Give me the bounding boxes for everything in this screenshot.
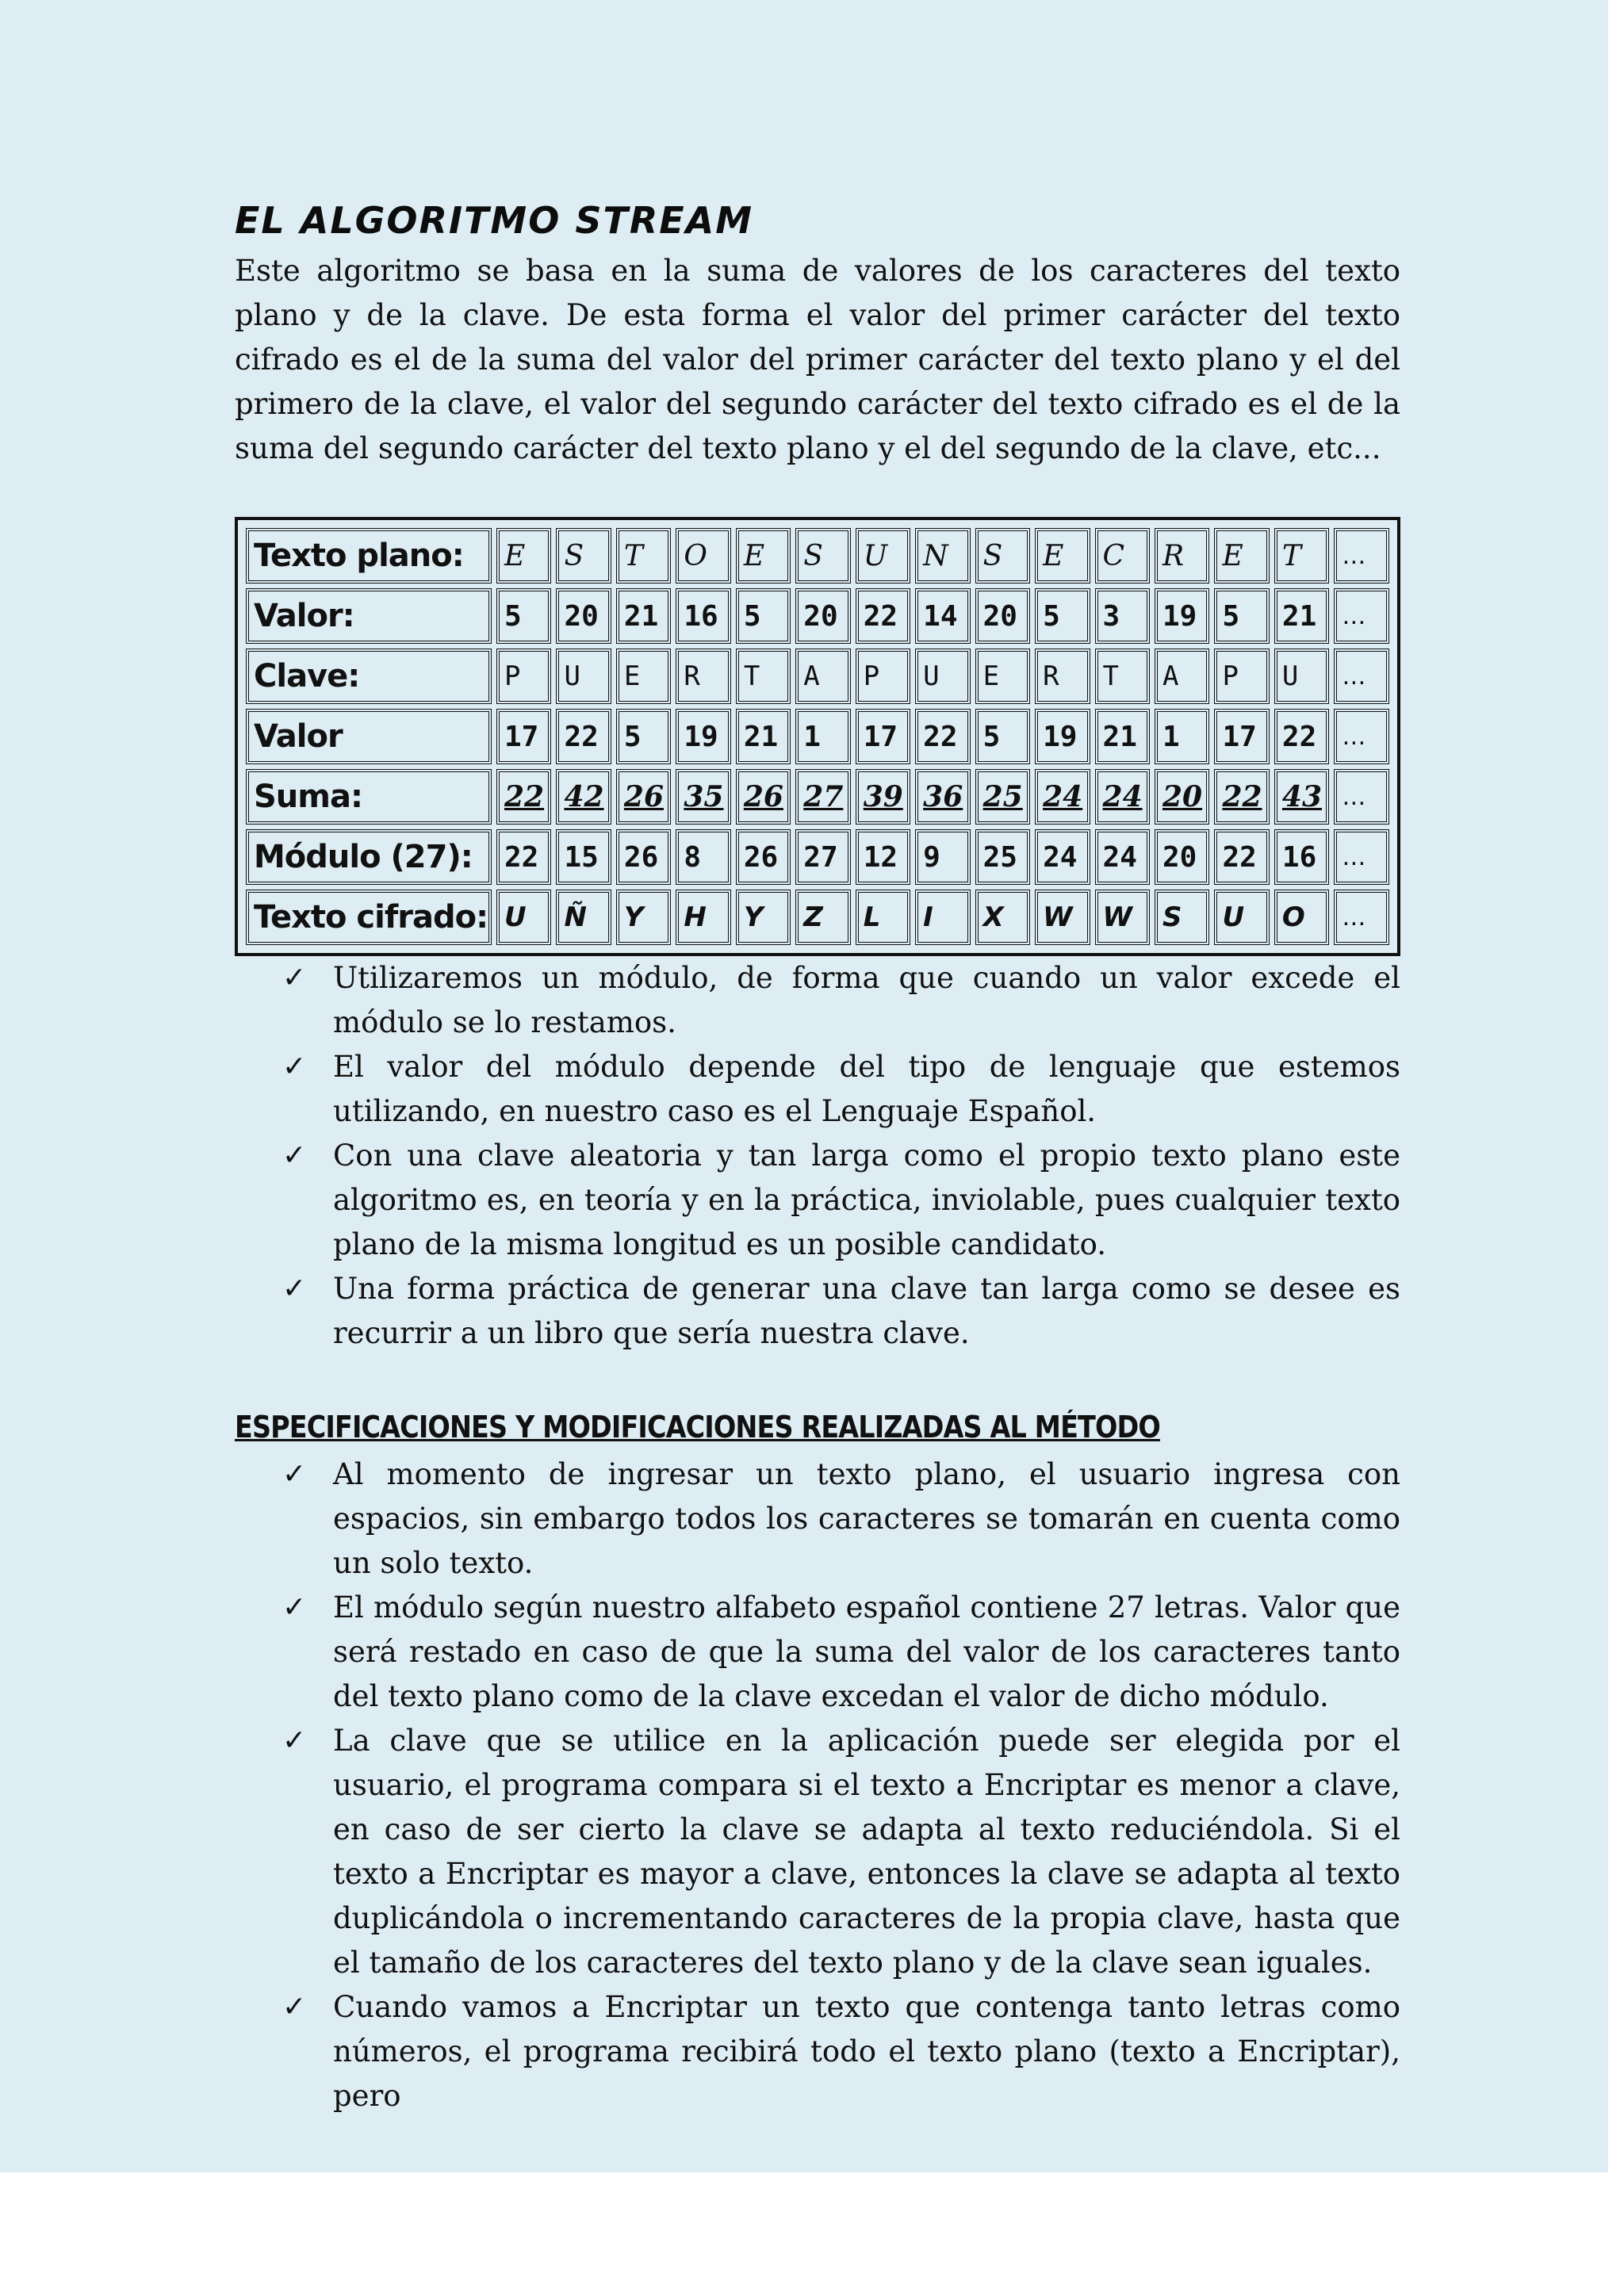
table-cell: 36 <box>915 769 970 825</box>
table-cell: 26 <box>616 829 671 885</box>
table-cell: W <box>1095 890 1150 945</box>
table-cell: 35 <box>676 769 730 825</box>
table-cell: 5 <box>736 588 791 644</box>
table-cell: 22 <box>496 829 551 885</box>
checkmark-icon: ✓ <box>282 1591 307 1624</box>
table-cell: 22 <box>1274 709 1329 764</box>
table-cell: … <box>1334 588 1389 644</box>
table-cell: E <box>1035 528 1090 584</box>
table-row <box>246 528 1389 584</box>
table-cell: U <box>915 649 970 704</box>
table-cell: 20 <box>795 588 850 644</box>
list-item-text: Una forma práctica de generar una clave tan larga como se desee es recurrir a un libro que sería nuestra clave. <box>333 1272 1400 1350</box>
table-cell: P <box>856 649 910 704</box>
table-cell: U <box>1274 649 1329 704</box>
table-cell: 17 <box>1214 709 1269 764</box>
list-item <box>282 1267 1400 1356</box>
table-cell: C <box>1095 528 1150 584</box>
table-cell: 22 <box>496 769 551 825</box>
table-cell: 1 <box>1155 709 1209 764</box>
table-row <box>246 829 1389 885</box>
table-cell: Z <box>795 890 850 945</box>
table-cell: E <box>616 649 671 704</box>
table-cell: 21 <box>736 709 791 764</box>
table-cell: … <box>1334 649 1389 704</box>
list-item-text: El módulo según nuestro alfabeto español contiene 27 letras. Valor que será restado en caso de que la suma del valor de los caracteres tanto del texto plano como de la clave excedan el valor de dicho módulo. <box>333 1590 1400 1713</box>
table-cell: A <box>795 649 850 704</box>
table-cell: 17 <box>856 709 910 764</box>
list-item <box>282 1985 1400 2118</box>
table-cell: H <box>676 890 730 945</box>
table-cell: 20 <box>975 588 1030 644</box>
table-cell: A <box>1155 649 1209 704</box>
checkmark-icon: ✓ <box>282 1050 307 1083</box>
table-row <box>246 709 1389 764</box>
specifications-list <box>235 1452 1400 2118</box>
list-item <box>282 1452 1400 1586</box>
row-label: Texto cifrado: <box>246 890 492 945</box>
table-cell: 27 <box>795 769 850 825</box>
table-cell: L <box>856 890 910 945</box>
table-cell: 20 <box>1155 829 1209 885</box>
document-content <box>235 198 1400 2118</box>
table-cell: … <box>1334 769 1389 825</box>
table-cell: 5 <box>975 709 1030 764</box>
table-cell: 43 <box>1274 769 1329 825</box>
table-cell: E <box>1214 528 1269 584</box>
table-cell: R <box>1035 649 1090 704</box>
table-cell: 24 <box>1035 829 1090 885</box>
notes-list <box>235 956 1400 1356</box>
table-cell: E <box>496 528 551 584</box>
table-cell: O <box>676 528 730 584</box>
table-cell: T <box>736 649 791 704</box>
checkmark-icon: ✓ <box>282 1458 307 1490</box>
table-cell: 20 <box>1155 769 1209 825</box>
table-cell: 20 <box>556 588 611 644</box>
list-item <box>282 1045 1400 1134</box>
table-cell: 16 <box>1274 829 1329 885</box>
table-cell: … <box>1334 528 1389 584</box>
table-cell: 24 <box>1095 829 1150 885</box>
table-cell: 5 <box>616 709 671 764</box>
table-cell: S <box>1155 890 1209 945</box>
table-cell: 5 <box>496 588 551 644</box>
table-row <box>246 890 1389 945</box>
table-cell: S <box>975 528 1030 584</box>
table-cell: 27 <box>795 829 850 885</box>
table-cell: 8 <box>676 829 730 885</box>
table-cell: 22 <box>1214 829 1269 885</box>
table-cell: 1 <box>795 709 850 764</box>
table-cell: S <box>556 528 611 584</box>
list-item-text: Utilizaremos un módulo, de forma que cuando un valor excede el módulo se lo restamos. <box>333 961 1400 1039</box>
table-cell: 16 <box>676 588 730 644</box>
table-cell: 21 <box>616 588 671 644</box>
row-label: Suma: <box>246 769 492 825</box>
specifications-heading: ESPECIFICACIONES Y MODIFICACIONES REALIZADAS AL MÉTODO <box>235 1410 1160 1445</box>
checkmark-icon: ✓ <box>282 1991 307 2023</box>
list-item-text: Cuando vamos a Encriptar un texto que contenga tanto letras como números, el programa recibirá todo el texto plano (texto a Encriptar), pero <box>333 1990 1400 2113</box>
table-cell: Y <box>616 890 671 945</box>
table-cell: S <box>795 528 850 584</box>
table-cell: E <box>736 528 791 584</box>
list-item-text: Con una clave aleatoria y tan larga como el propio texto plano este algoritmo es, en teoría y en la práctica, inviolable, pues cualquier texto plano de la misma longitud es un posible candidato. <box>333 1138 1400 1261</box>
table-cell: … <box>1334 709 1389 764</box>
table-cell: P <box>496 649 551 704</box>
table-cell: E <box>975 649 1030 704</box>
row-label: Clave: <box>246 649 492 704</box>
table-cell: 14 <box>915 588 970 644</box>
row-label: Valor: <box>246 588 492 644</box>
table-cell: 22 <box>1214 769 1269 825</box>
list-item-text: La clave que se utilice en la aplicación puede ser elegida por el usuario, el programa compara si el texto a Encriptar es menor a clave, en caso de ser cierto la clave se adapta al texto reduciéndola. Si el texto a Encriptar es mayor a clave, entonces la clave se adapta al texto duplicándola o incrementando caracteres de la propia clave, hasta que el tamaño de los caracteres del texto plano y de la clave sean iguales. <box>333 1724 1400 1980</box>
row-label: Texto plano: <box>246 528 492 584</box>
table-cell: U <box>496 890 551 945</box>
table-cell: U <box>1214 890 1269 945</box>
table-row <box>246 649 1389 704</box>
table-cell: T <box>1274 528 1329 584</box>
table-cell: 24 <box>1095 769 1150 825</box>
list-item-text: Al momento de ingresar un texto plano, el usuario ingresa con espacios, sin embargo todos los caracteres se tomarán en cuenta como un solo texto. <box>333 1457 1400 1580</box>
list-item <box>282 1719 1400 1985</box>
row-label: Módulo (27): <box>246 829 492 885</box>
table-cell: 39 <box>856 769 910 825</box>
table-cell: 5 <box>1035 588 1090 644</box>
table-cell: 22 <box>556 709 611 764</box>
table-cell: 26 <box>736 829 791 885</box>
table-cell: 19 <box>676 709 730 764</box>
cipher-table <box>235 517 1400 956</box>
table-cell: I <box>915 890 970 945</box>
table-cell: 3 <box>1095 588 1150 644</box>
table-cell: R <box>676 649 730 704</box>
table-cell: 26 <box>616 769 671 825</box>
table-cell: 12 <box>856 829 910 885</box>
section-title: EL ALGORITMO STREAM <box>235 199 754 242</box>
table-cell: R <box>1155 528 1209 584</box>
table-cell: 19 <box>1035 709 1090 764</box>
table-cell: 19 <box>1155 588 1209 644</box>
table-row <box>246 588 1389 644</box>
row-label: Valor <box>246 709 492 764</box>
table-cell: U <box>856 528 910 584</box>
table-cell: … <box>1334 890 1389 945</box>
list-item <box>282 1586 1400 1719</box>
table-cell: 17 <box>496 709 551 764</box>
table-cell: 9 <box>915 829 970 885</box>
table-cell: W <box>1035 890 1090 945</box>
table-cell: 25 <box>975 769 1030 825</box>
table-cell: X <box>975 890 1030 945</box>
table-cell: 25 <box>975 829 1030 885</box>
list-item <box>282 1134 1400 1267</box>
table-cell: U <box>556 649 611 704</box>
table-cell: O <box>1274 890 1329 945</box>
table-row <box>246 769 1389 825</box>
table-cell: 24 <box>1035 769 1090 825</box>
table-cell: 21 <box>1095 709 1150 764</box>
table-cell: 22 <box>856 588 910 644</box>
table-cell: 22 <box>915 709 970 764</box>
checkmark-icon: ✓ <box>282 1724 307 1757</box>
table-cell: 42 <box>556 769 611 825</box>
table-cell: 15 <box>556 829 611 885</box>
table-cell: 5 <box>1214 588 1269 644</box>
table-cell: 26 <box>736 769 791 825</box>
table-cell: P <box>1214 649 1269 704</box>
list-item <box>282 956 1400 1045</box>
intro-paragraph: Este algoritmo se basa en la suma de valores de los caracteres del texto plano y de la clave. De esta forma el valor del primer carácter del texto cifrado es el de la suma del valor del primer carácter del texto plano y el del primero de la clave, el valor del segundo carácter del texto cifrado es el de la suma del segundo carácter del texto plano y el del segundo de la clave, etc... <box>235 254 1400 465</box>
table-cell: Ñ <box>556 890 611 945</box>
table-cell: N <box>915 528 970 584</box>
checkmark-icon: ✓ <box>282 1139 307 1172</box>
table-cell: T <box>616 528 671 584</box>
checkmark-icon: ✓ <box>282 1272 307 1305</box>
list-item-text: El valor del módulo depende del tipo de lenguaje que estemos utilizando, en nuestro caso es el Lenguaje Español. <box>333 1050 1400 1128</box>
table-cell: 21 <box>1274 588 1329 644</box>
table-cell: … <box>1334 829 1389 885</box>
table-cell: T <box>1095 649 1150 704</box>
checkmark-icon: ✓ <box>282 962 307 994</box>
table-cell: Y <box>736 890 791 945</box>
